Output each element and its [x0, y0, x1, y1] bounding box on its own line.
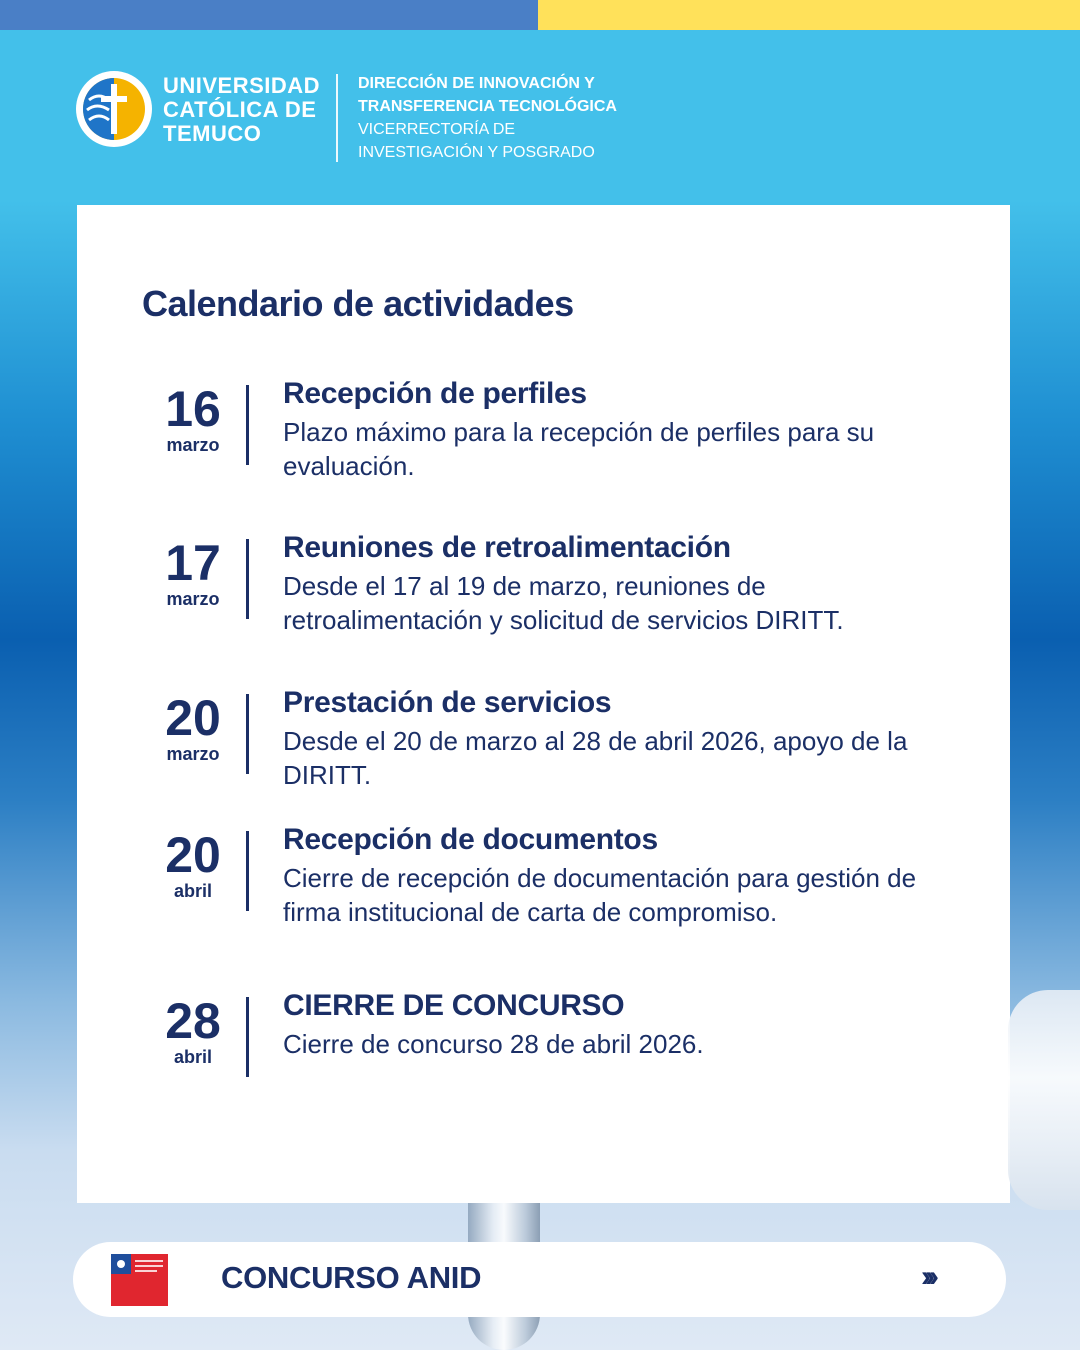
event-divider: [246, 694, 249, 774]
event-date: [143, 383, 243, 455]
event-day: 20: [165, 690, 221, 746]
university-name-line1: UNIVERSIDAD: [163, 73, 321, 98]
university-name-line3: TEMUCO: [163, 121, 262, 146]
org-line2: TRANSFERENCIA TECNOLÓGICA: [358, 98, 617, 115]
event-title: Reuniones de retroalimentación: [283, 531, 731, 564]
event-description: Cierre de concurso 28 de abril 2026.: [283, 1029, 704, 1059]
page-title: Calendario de actividades: [142, 283, 574, 324]
event-description: Cierre de recepción de documentación para gestión de firma institucional de carta de compromiso.: [283, 863, 917, 927]
event-divider: [246, 385, 249, 465]
event-divider: [246, 997, 249, 1077]
event-divider: [246, 539, 249, 619]
event-day: 17: [165, 535, 221, 591]
top-bar-blue: [0, 0, 538, 30]
event-day: 28: [165, 993, 221, 1049]
org-line4: INVESTIGACIÓN Y POSGRADO: [358, 144, 595, 161]
university-name-line2: CATÓLICA DE: [163, 97, 317, 122]
event-month: abril: [173, 1047, 212, 1067]
event-month: abril: [173, 881, 212, 901]
arrows-icon[interactable]: ›››: [921, 1260, 933, 1293]
organization-name: [358, 72, 617, 164]
event-month: marzo: [166, 744, 220, 764]
footer-banner: [73, 1242, 1006, 1317]
event-date: [143, 537, 243, 609]
event-title: Recepción de documentos: [283, 823, 658, 856]
event-month: marzo: [166, 589, 220, 609]
event-date: [143, 692, 243, 764]
event-day: 20: [165, 827, 221, 883]
top-color-bar: [0, 0, 1080, 30]
event-title: Recepción de perfiles: [283, 377, 587, 410]
event-date: [143, 829, 243, 901]
event-date: [143, 995, 243, 1067]
header-divider: [336, 74, 338, 162]
org-line3: VICERRECTORÍA DE: [358, 121, 516, 138]
event-description: Desde el 20 de marzo al 28 de abril 2026, apoyo de la DIRITT.: [283, 726, 908, 790]
event-description: Desde el 17 al 19 de marzo, reuniones de retroalimentación y solicitud de servicios DIRITT.: [283, 571, 844, 635]
university-name: [163, 74, 333, 146]
event-month: marzo: [166, 435, 220, 455]
glove-decoration: [1008, 990, 1080, 1210]
event-title: CIERRE DE CONCURSO: [283, 989, 625, 1022]
footer-title: CONCURSO ANID: [221, 1260, 482, 1295]
anid-logo-icon: [111, 1254, 168, 1306]
calendar-card: [77, 205, 1010, 1203]
header: [0, 30, 1080, 205]
event-description: Plazo máximo para la recepción de perfiles para su evaluación.: [283, 417, 875, 481]
uct-logo-icon: [75, 70, 153, 148]
top-bar-yellow: [538, 0, 1080, 30]
event-day: 16: [165, 381, 221, 437]
event-divider: [246, 831, 249, 911]
org-line1: DIRECCIÓN DE INNOVACIÓN Y: [358, 75, 595, 92]
event-title: Prestación de servicios: [283, 686, 612, 719]
